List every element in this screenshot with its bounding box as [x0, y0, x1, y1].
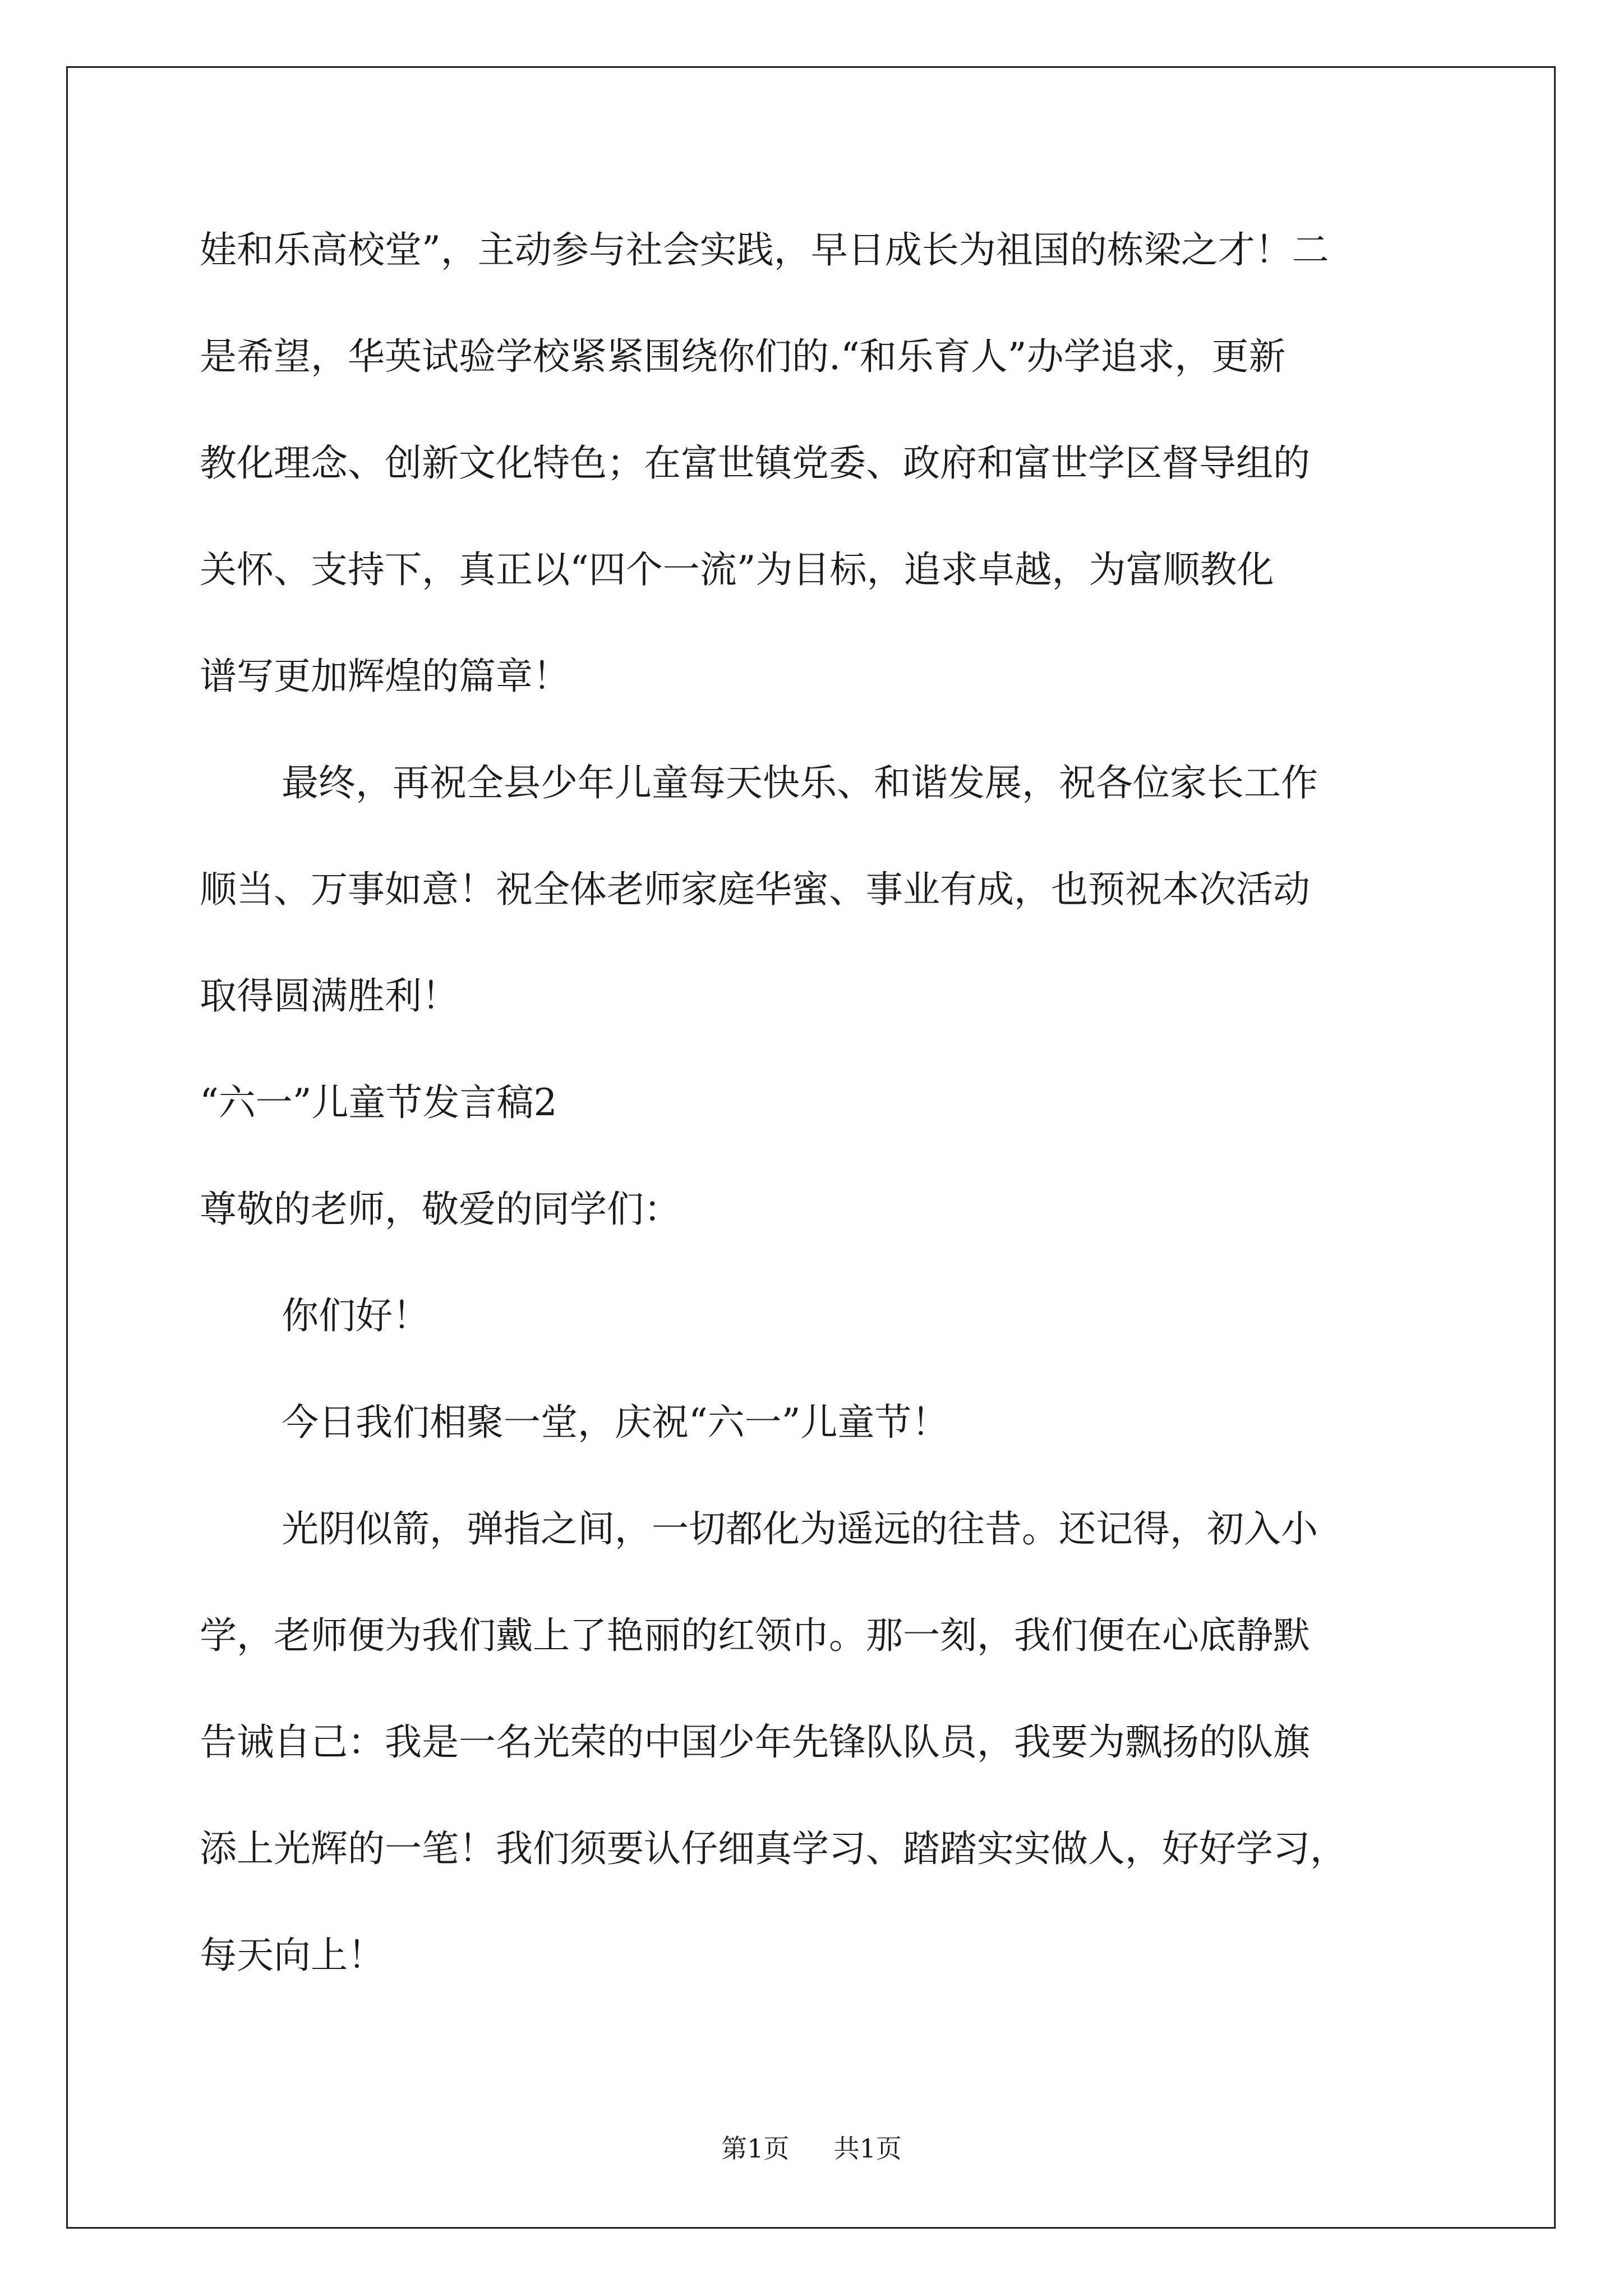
paragraph-line: 是希望，华英试验学校紧紧围绕你们的.“和乐育人”办学追求，更新 — [200, 335, 1286, 378]
paragraph-line: 告诫自己：我是一名光荣的中国少年先锋队队员，我要为飘扬的队旗 — [200, 1720, 1310, 1764]
paragraph-line: 顺当、万事如意！祝全体老师家庭华蜜、事业有成，也预祝本次活动 — [200, 868, 1310, 911]
paragraph-line: 学，老师便为我们戴上了艳丽的红领巾。那一刻，我们便在心底静默 — [200, 1614, 1310, 1657]
page-footer — [0, 2132, 1623, 2165]
total-pages: 共1页 — [833, 2133, 902, 2164]
paragraph-line: 光阴似箭，弹指之间，一切都化为遥远的往昔。还记得，初入小 — [282, 1507, 1318, 1550]
salutation: 尊敬的老师，敬爱的同学们： — [200, 1188, 681, 1231]
paragraph-line: 取得圆满胜利！ — [200, 974, 459, 1018]
paragraph-line: 今日我们相聚一堂，庆祝“六一”儿童节！ — [282, 1401, 949, 1444]
greeting: 你们好！ — [282, 1294, 430, 1337]
paragraph-line: 添上光辉的一笔！我们须要认仔细真学习、踏踏实实做人，好好学习， — [200, 1827, 1347, 1870]
section-heading: “六一”儿童节发言稿2 — [200, 1081, 557, 1124]
paragraph-line: 最终，再祝全县少年儿童每天快乐、和谐发展，祝各位家长工作 — [282, 761, 1318, 804]
paragraph-line: 关怀、支持下，真正以“四个一流”为目标，追求卓越，为富顺教化 — [200, 548, 1274, 591]
paragraph-line: 娃和乐高校堂”，主动参与社会实践，早日成长为祖国的栋梁之才！二 — [200, 228, 1329, 272]
paragraph-line: 谱写更加辉煌的篇章！ — [200, 655, 570, 698]
page-number: 第1页 — [721, 2133, 790, 2164]
paragraph-line: 每天向上！ — [200, 1934, 385, 1977]
paragraph-line: 教化理念、创新文化特色；在富世镇党委、政府和富世学区督导组的 — [200, 441, 1310, 485]
